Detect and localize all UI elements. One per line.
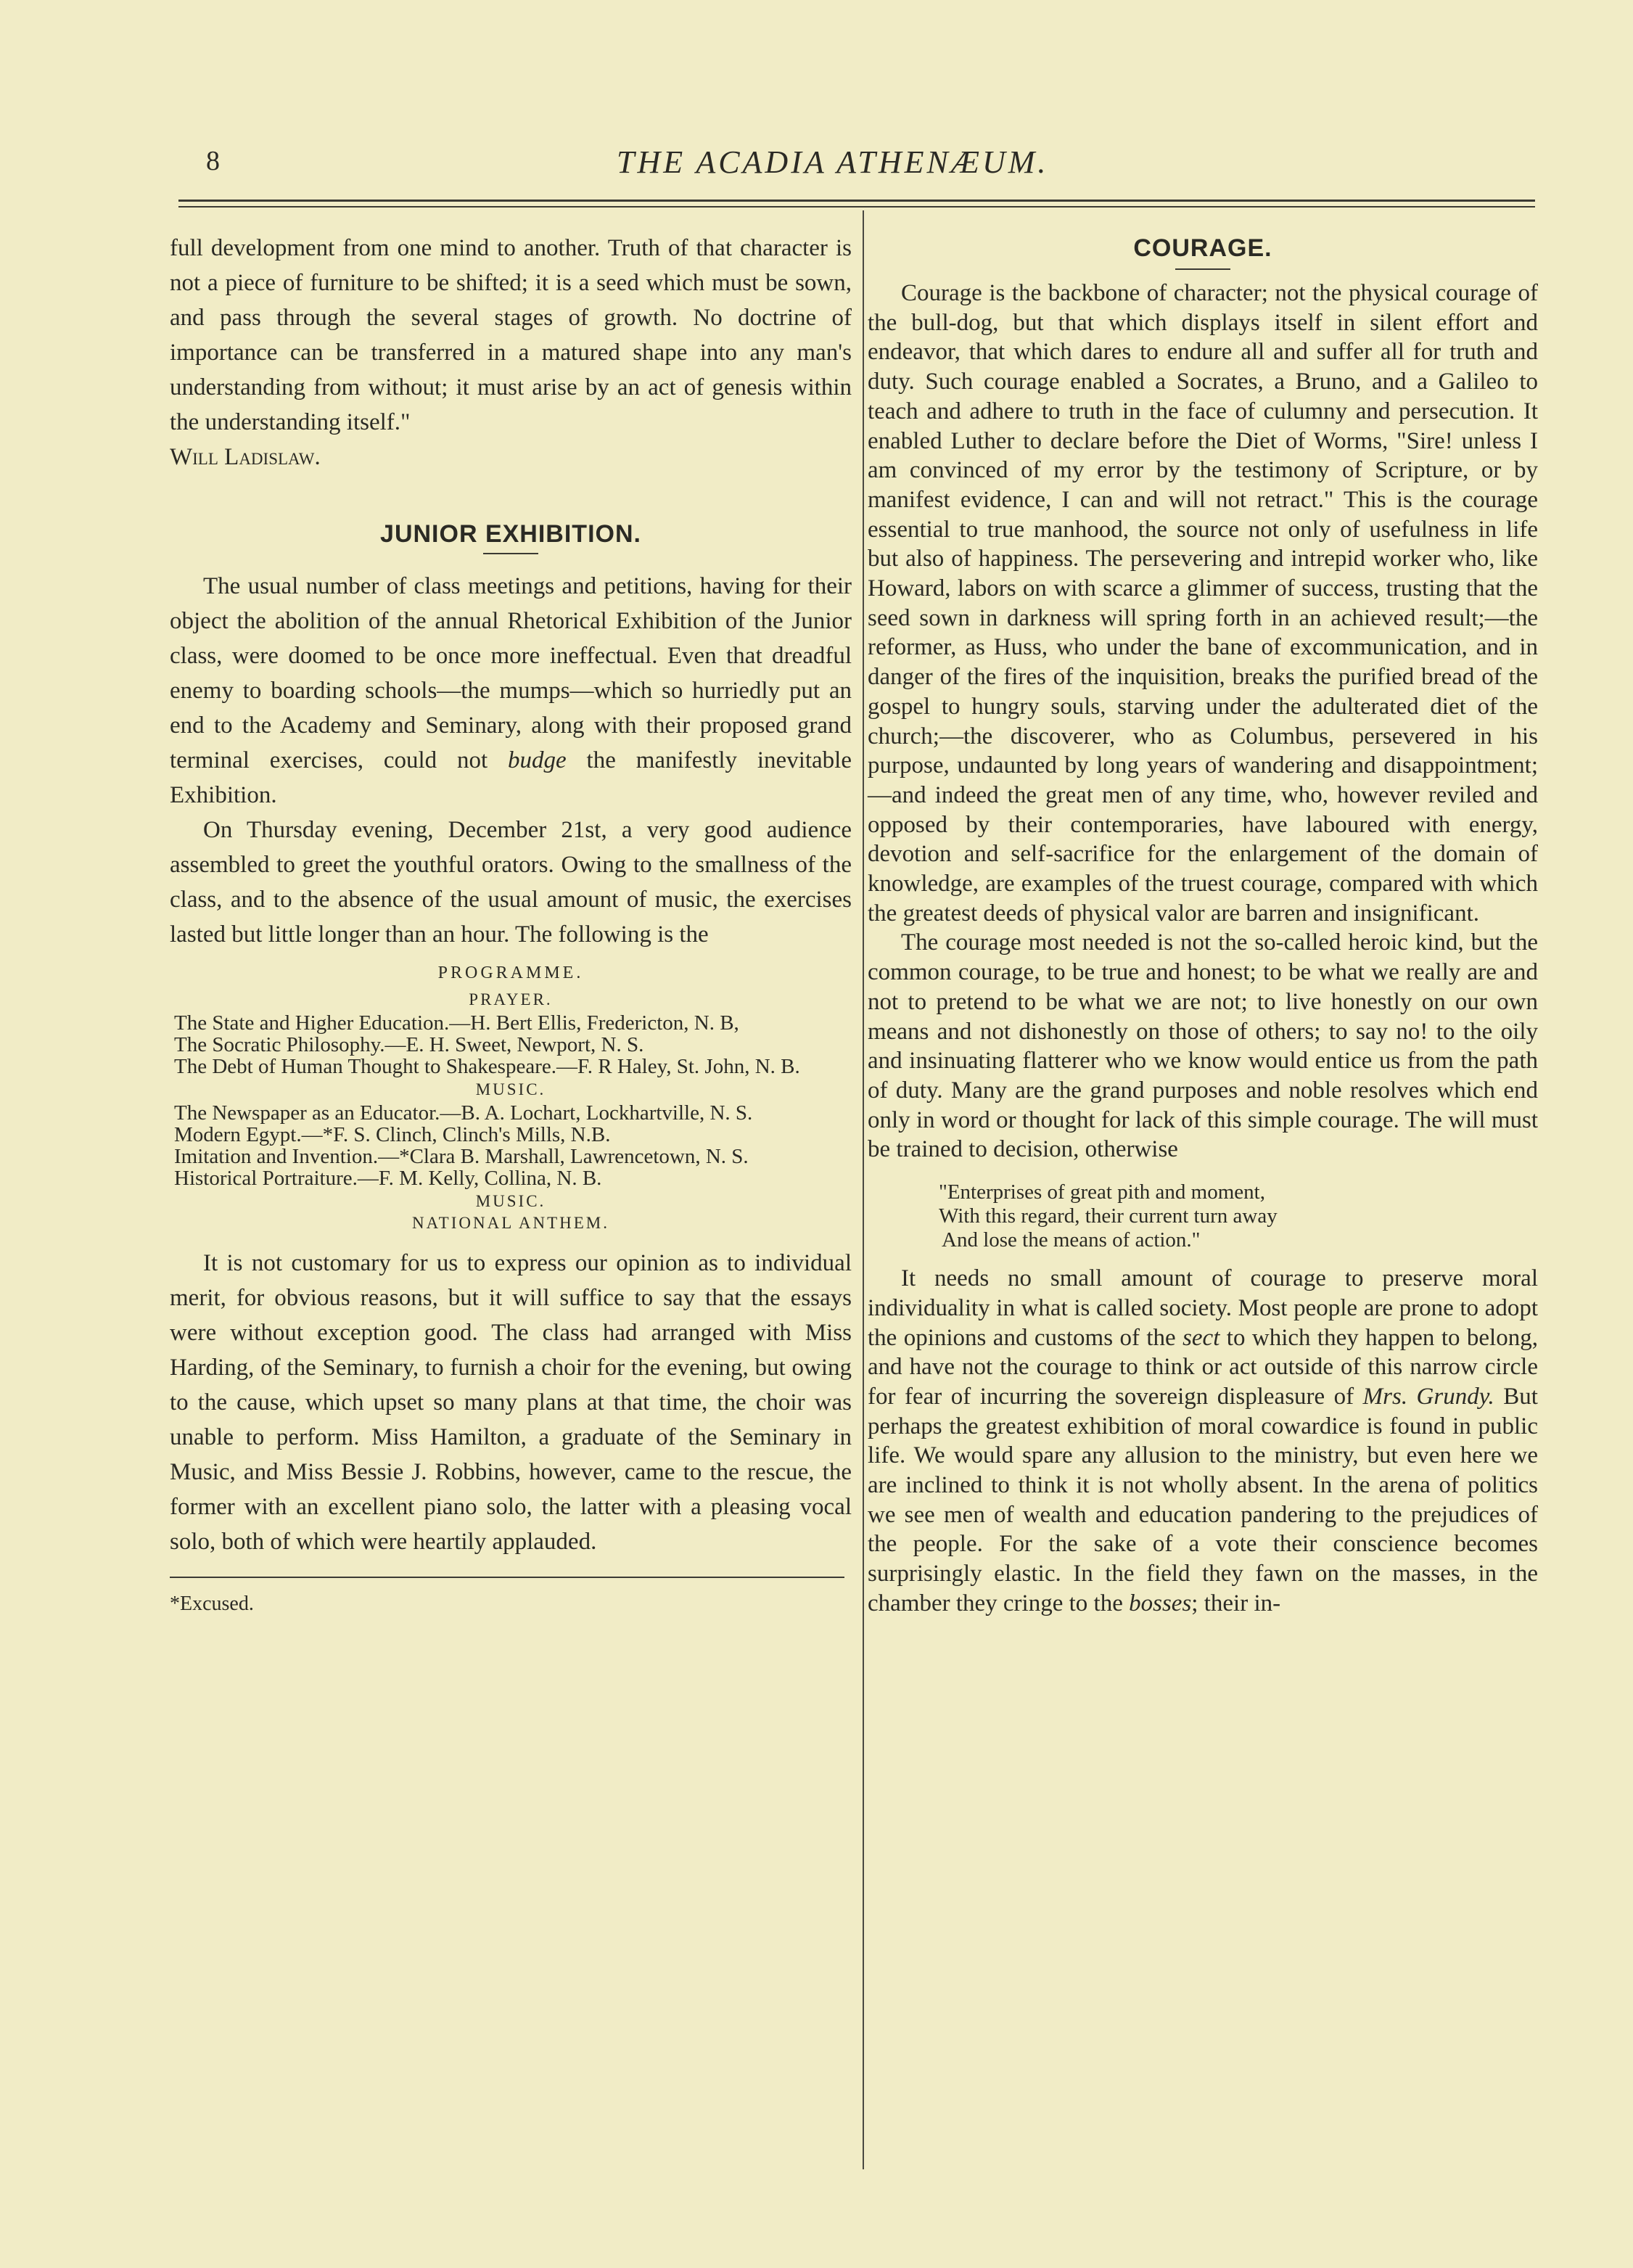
quote-line: With this regard, their current turn away [939, 1204, 1278, 1228]
paragraph-2: On Thursday evening, December 21st, a very good audience assembled to greet the youthful orators. Owing to the smallness of the class, and to the absence of the usual amount of music, the exercises lasted but little longer than an hour. The following is the [170, 817, 852, 948]
programme-anthem: NATIONAL ANTHEM. [411, 1214, 609, 1232]
programme-item: The State and Higher Education.—H. Bert Ellis, Fredericton, N. B, [174, 1011, 739, 1035]
programme-item: The Debt of Human Thought to Shakespeare.—F. R Haley, St. John, N. B. [174, 1055, 800, 1078]
courage-paragraph-3 [868, 1264, 1538, 1618]
footnote-rule [170, 1577, 844, 1578]
heading-rule [1175, 268, 1230, 270]
heading-rule [483, 553, 538, 554]
paragraph-1-emphasis: budge [508, 747, 567, 773]
signature: Will Ladislaw. [170, 444, 321, 470]
emphasis-sect: sect [1182, 1324, 1220, 1351]
programme-item: Imitation and Invention.—*Clara B. Marshall, Lawrencetown, N. S. [174, 1145, 749, 1168]
paragraph-1-text: The usual number of class meetings and petitions, having for their object the abolition of the annual Rhetorical Exhibition of the Junior class, were doomed to be once more ineffectual. Even that dreadful enemy to boarding schools—the mumps—which so hurriedly put an end to the Academy and Seminary, along with their proposed grand terminal exercises, could not [170, 573, 852, 773]
block-quote [868, 1180, 1538, 1252]
courage-paragraph-1: Courage is the backbone of character; not the physical courage of the bull-dog, but that which displays itself in silent effort and endeavor, that which dares to endure all and suffer all for truth and duty. Such courage enabled a Socrates, a Bruno, and a Galileo to teach and adhere to truth in the face of culumny and persecution. It enabled Luther to declare before the Diet of Worms, "Sire! unless I am convinced of my error by the testimony of Scripture, or by manifest evidence, I can and will not retract." This is the courage essential to true manhood, the source not only of usefulness in life but also of happiness. The persevering and intrepid worker who, like Howard, labors on with scarce a glimmer of success, trusting that the seed sown in darkness will spring forth in an achieved result;—the reformer, as Huss, who under the bane of excommunication, and in danger of the fires of the inquisition, breaks the purified bread of the gospel to hungry souls, starving under the adulterated diet of the church;—the discoverer, who as Columbus, persevered in his purpose, undaunted by long years of wandering and disappointment;—and indeed the great men of any time, who, however reviled and opposed by their contemporaries, have laboured with energy, devotion and self-sacrifice for the enlargement of the domain of knowledge, are examples of the truest courage, compared with which the greatest deeds of physical valor are barren and insignificant. [868, 280, 1538, 926]
programme-item: The Socratic Philosophy.—E. H. Sweet, Newport, N. S. [174, 1033, 644, 1056]
page-number: 8 [206, 146, 220, 176]
paragraph-text: But perhaps the greatest exhibition of moral cowardice is found in public life. We would spare any allusion to the ministry, but even here we are inclined to think it is not wholly absent. In the arena of politics we see men of wealth and education pandering to the prejudices of the people. For the sake of a vote their conscience becomes surprisingly elastic. In the field they fawn on the masses, in the chamber they cringe to the [868, 1383, 1538, 1616]
quote-line: "Enterprises of great pith and moment, [939, 1180, 1265, 1204]
programme-title: PROGRAMME. [437, 964, 584, 982]
column-divider [863, 210, 864, 2169]
paragraph-text: ; their in- [1191, 1590, 1281, 1616]
programme-music: MUSIC. [475, 1192, 546, 1210]
paragraph-3: It is not customary for us to express our opinion as to individual merit, for obvious reasons, but it will suffice to say that the essays were without exception good. The class had arranged with Miss Harding, of the Seminary, to furnish a choir for the evening, but owing to the cause, which upset so many plans at that time, the choir was unable to perform. Miss Hamilton, a graduate of the Seminary in Music, and Miss Bessie J. Robbins, however, came to the rescue, the former with an excellent piano solo, the latter with a pleasing vocal solo, both of which were heartily applauded. [170, 1250, 852, 1555]
emphasis-bosses: bosses [1129, 1590, 1192, 1616]
programme-music: MUSIC. [475, 1080, 546, 1098]
right-column [868, 231, 1538, 1619]
courage-heading: COURAGE. [1133, 234, 1272, 262]
header-rule-bottom [178, 206, 1535, 208]
programme-item: Modern Egypt.—*F. S. Clinch, Clinch's Mills, N.B. [174, 1123, 611, 1146]
programme-item: The Newspaper as an Educator.—B. A. Lochart, Lockhartville, N. S. [174, 1101, 753, 1125]
paragraph-1 [170, 569, 852, 813]
quote-line: And lose the means of action." [942, 1228, 1201, 1252]
junior-exhibition-heading: JUNIOR EXHIBITION. [380, 520, 641, 548]
running-head: THE ACADIA ATHENÆUM. [617, 144, 1049, 180]
intro-paragraph: full development from one mind to another. Truth of that character is not a piece of furniture to be shifted; it is a seed which must be sown, and pass through the several stages of growth. No doctrine of importance can be transferred in a matured shape into any man's understanding from without; it must arise by an act of genesis within the understanding itself." [170, 235, 852, 435]
paragraph-text: to which they happen to belong, and have not the courage to think or act outside of this narrow circle for fear of incurring the sovereign displeasure of [868, 1324, 1538, 1410]
header-rule-top [178, 200, 1535, 202]
programme-prayer: PRAYER. [469, 990, 553, 1008]
paragraph-1-text-end: the manifestly inevitable Exhibition. [170, 747, 852, 808]
courage-paragraph-2: The courage most needed is not the so-called heroic kind, but the common courage, to be true and honest; to be what we really are and not to pretend to be what we are not; to live honestly on our own means and not dishonestly on those of others; to say no! to the oily and insinuating flatterer who we know would entice us from the path of duty. Many are the grand purposes and noble resolves which end only in word or thought for lack of this simple courage. The will must be trained to decision, otherwise [868, 929, 1538, 1163]
footnote: *Excused. [170, 1593, 254, 1615]
left-column [170, 231, 852, 1616]
emphasis-grundy: Mrs. Grundy. [1362, 1383, 1494, 1410]
paragraph-text: It needs no small amount of courage to preserve moral individuality in what is called society. Most people are prone to adopt the opinions and customs of the [868, 1265, 1538, 1351]
programme-item: Historical Portraiture.—F. M. Kelly, Collina, N. B. [174, 1167, 602, 1190]
